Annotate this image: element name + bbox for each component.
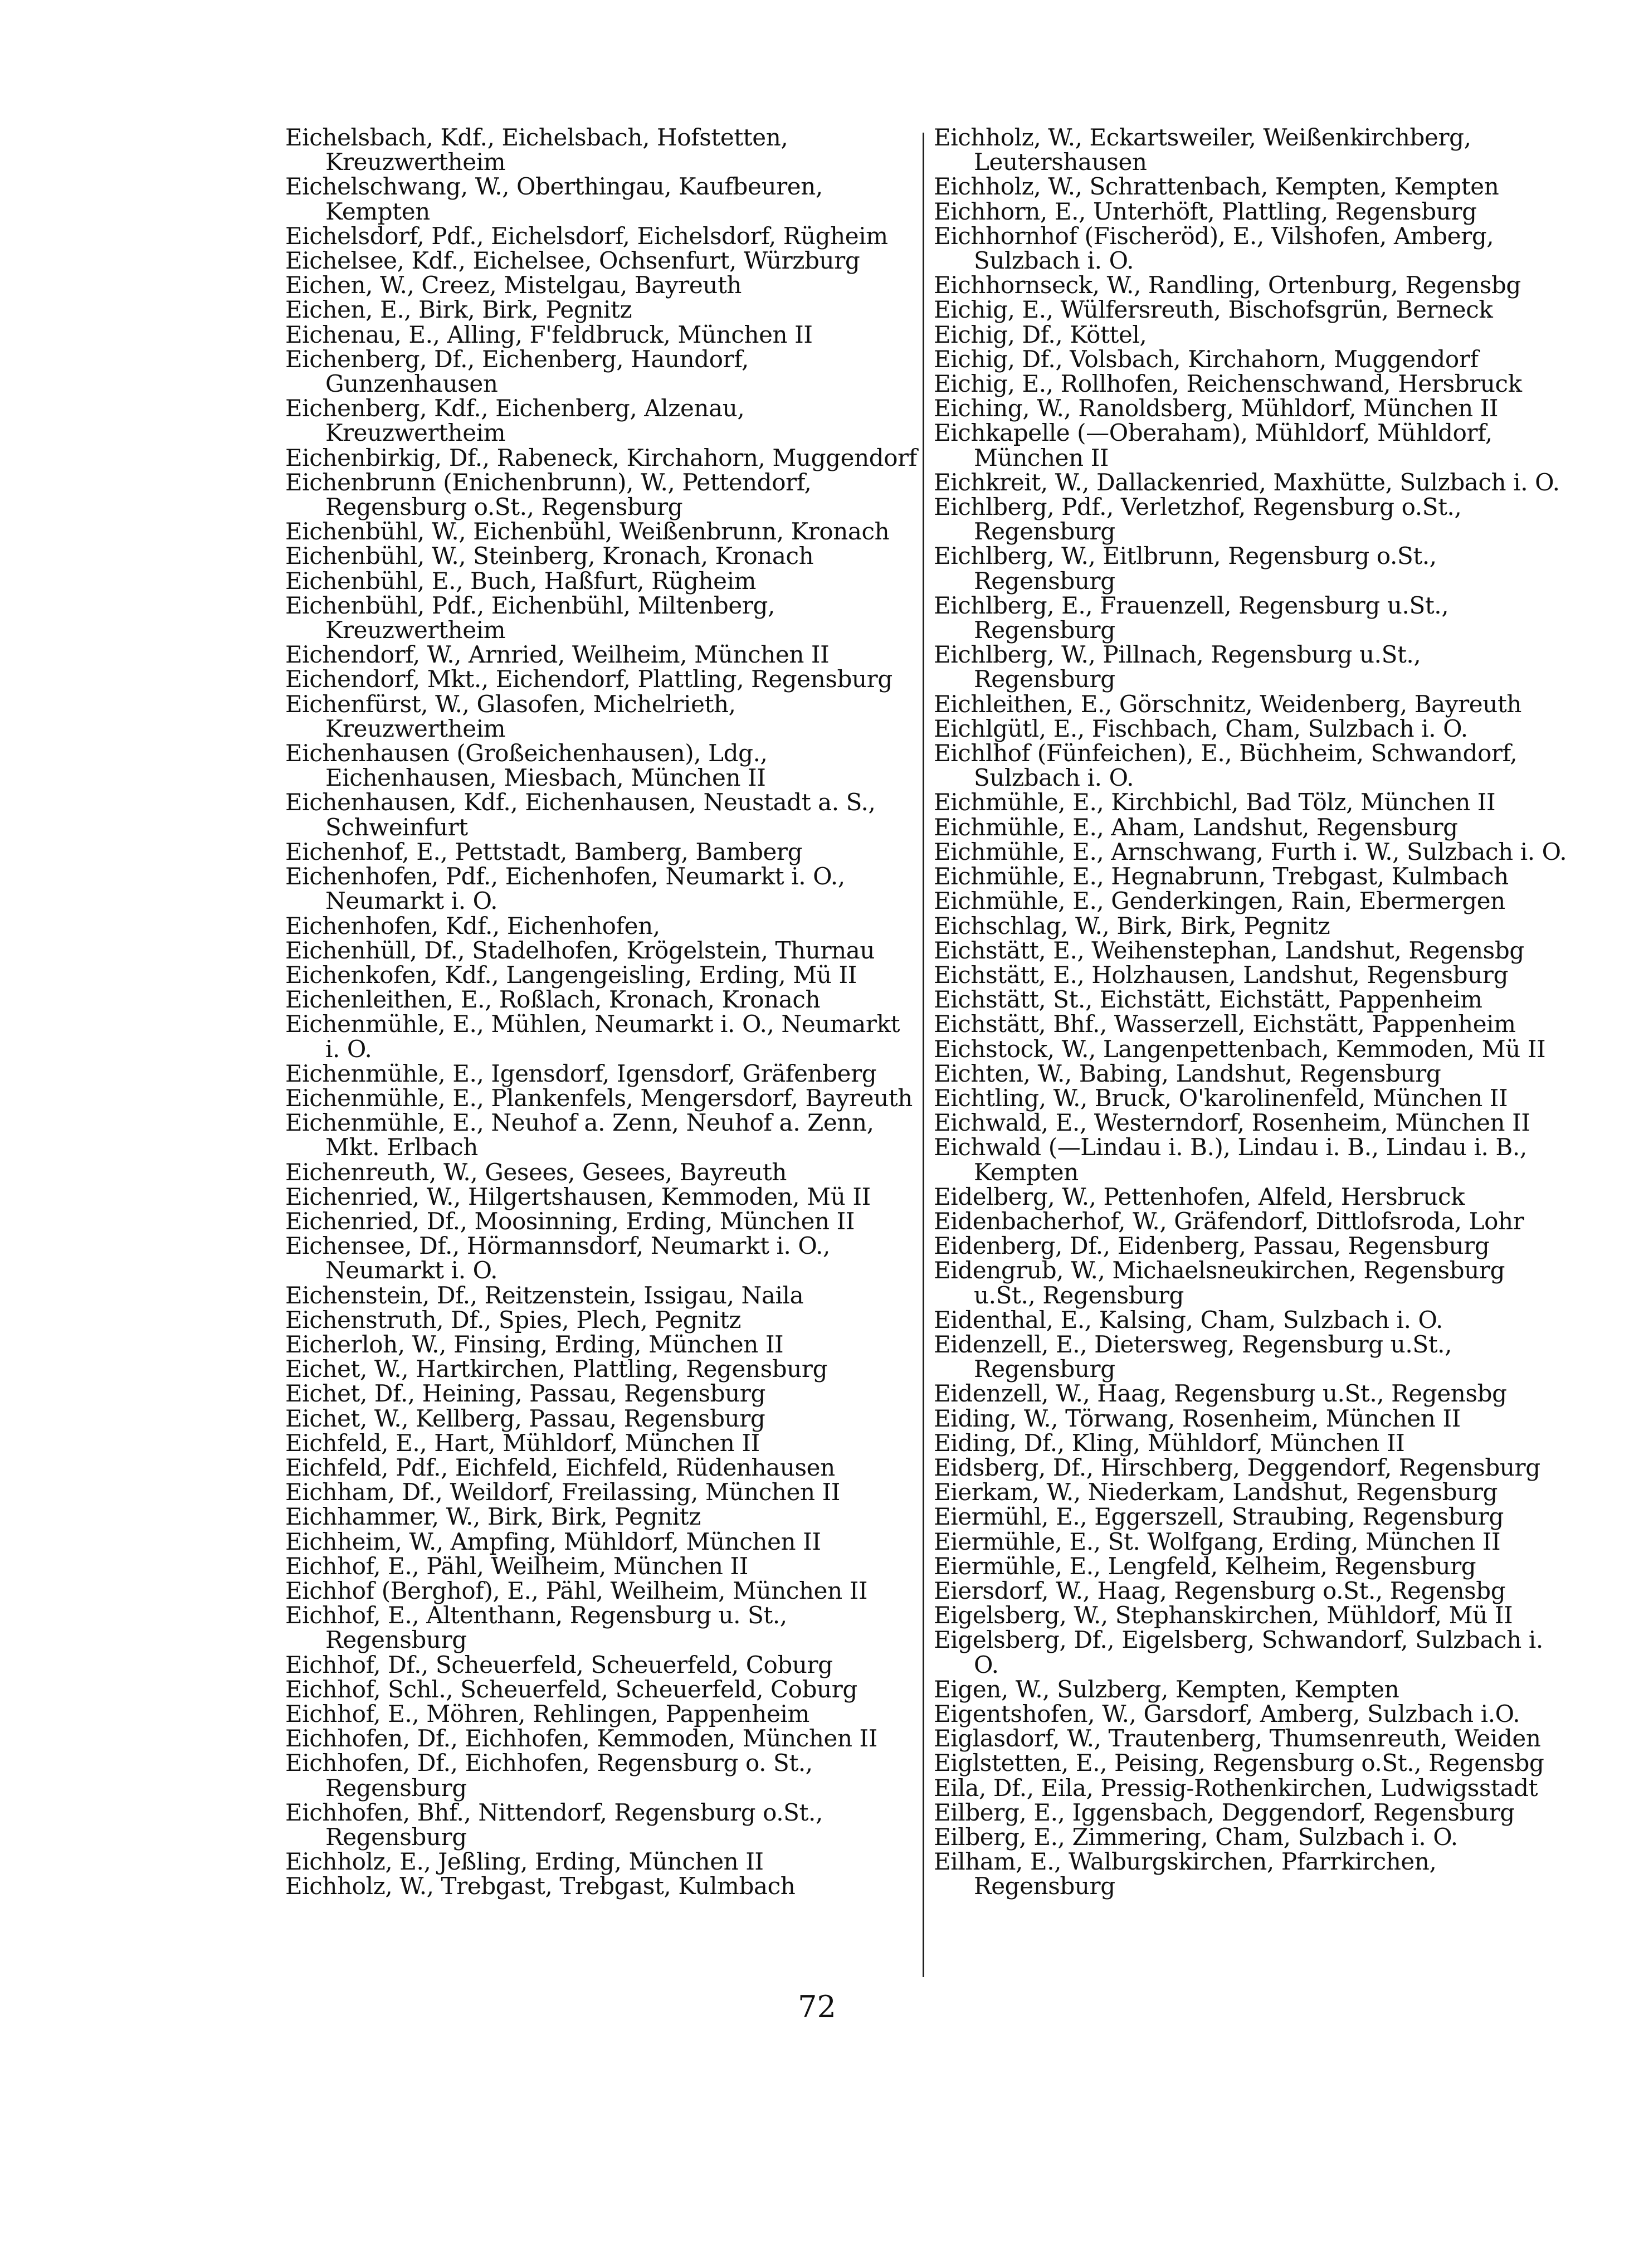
gazetteer-entry: Eichenhausen, Kdf., Eichenhausen, Neustadt a. S., Schweinfurt (285, 789, 876, 841)
gazetteer-entry: Eichlberg, W., Pillnach, Regensburg u.St., Regensburg (934, 641, 1421, 693)
gazetteer-entry: Eichwald (—Lindau i. B.), Lindau i. B., Lindau i. B., Kempten (934, 1133, 1527, 1186)
gazetteer-entry: Eiersdorf, W., Haag, Regensburg o.St., Regensbg (934, 1576, 1506, 1604)
gazetteer-entry: Eichensee, Df., Hörmannsdorf, Neumarkt i. O., Neumarkt i. O. (285, 1232, 830, 1284)
gazetteer-entry: Eichmühle, E., Aham, Landshut, Regensburg (934, 813, 1458, 841)
gazetteer-entry: Eichhofen, Df., Eichhofen, Regensburg o. St., Regensburg (285, 1749, 813, 1802)
gazetteer-entry: Eichholz, W., Schrattenbach, Kempten, Kempten (934, 173, 1499, 201)
gazetteer-entry: Eichhornhof (Fischeröd), E., Vilshofen, Amberg, Sulzbach i. O. (934, 222, 1494, 275)
gazetteer-entry: Eichwald, E., Westerndorf, Rosenheim, München II (934, 1109, 1530, 1137)
gazetteer-entry: Eidsberg, Df., Hirschberg, Deggendorf, Regensburg (934, 1453, 1540, 1481)
gazetteer-entry: Eilberg, E., Zimmering, Cham, Sulzbach i. O. (934, 1823, 1458, 1851)
gazetteer-entry: Eiding, W., Törwang, Rosenheim, München II (934, 1404, 1461, 1432)
gazetteer-entry: Eichenberg, Df., Eichenberg, Haundorf, Gunzenhausen (285, 345, 749, 398)
gazetteer-entry: Eichschlag, W., Birk, Birk, Pegnitz (934, 912, 1330, 940)
gazetteer-entry: Eichstätt, Bhf., Wasserzell, Eichstätt, Pappenheim (934, 1010, 1516, 1038)
gazetteer-entry: Eichenbühl, W., Eichenbühl, Weißenbrunn, Kronach (285, 518, 890, 546)
gazetteer-entry: Eichholz, W., Trebgast, Trebgast, Kulmbach (285, 1872, 796, 1900)
gazetteer-entry: Eila, Df., Eila, Pressig-Rothenkirchen, Ludwigsstadt (934, 1774, 1538, 1802)
gazetteer-entry: Eichten, W., Babing, Landshut, Regensburg (934, 1059, 1441, 1087)
gazetteer-entry: Eichenmühle, E., Mühlen, Neumarkt i. O., Neumarkt i. O. (285, 1010, 900, 1063)
gazetteer-entry: Eiching, W., Ranoldsberg, Mühldorf, München II (934, 395, 1499, 422)
gazetteer-entry: Eichmühle, E., Hegnabrunn, Trebgast, Kulmbach (934, 863, 1509, 890)
gazetteer-entry: Eichenstruth, Df., Spies, Plech, Pegnitz (285, 1306, 742, 1333)
gazetteer-entry: Eiding, Df., Kling, Mühldorf, München II (934, 1429, 1405, 1457)
gazetteer-entry: Eichlhof (Fünfeichen), E., Büchheim, Schwandorf, Sulzbach i. O. (934, 739, 1518, 792)
gazetteer-entry: Eichhof, Df., Scheuerfeld, Scheuerfeld, Coburg (285, 1651, 833, 1678)
gazetteer-entry: Eichstätt, E., Weihenstephan, Landshut, Regensbg (934, 936, 1524, 964)
gazetteer-entry: Eichham, Df., Weildorf, Freilassing, München II (285, 1478, 840, 1506)
gazetteer-entry: Eichet, Df., Heining, Passau, Regensburg (285, 1380, 765, 1408)
gazetteer-entry: Eidenzell, E., Dietersweg, Regensburg u.St., Regensburg (934, 1330, 1452, 1383)
gazetteer-entry: Eichenleithen, E., Roßlach, Kronach, Kronach (285, 986, 821, 1014)
gazetteer-entry: Eichmühle, E., Kirchbichl, Bad Tölz, München II (934, 789, 1496, 816)
gazetteer-entry: Eichlgütl, E., Fischbach, Cham, Sulzbach i. O. (934, 714, 1468, 742)
gazetteer-entry: Eichenbühl, Pdf., Eichenbühl, Miltenberg, Kreuzwertheim (285, 591, 775, 644)
gazetteer-entry: Eiglstetten, E., Peising, Regensburg o.St., Regensbg (934, 1749, 1544, 1777)
gazetteer-entry: Eichenbirkig, Df., Rabeneck, Kirchahorn, Muggendorf (285, 444, 917, 471)
gazetteer-entry: Eichenmühle, E., Neuhof a. Zenn, Neuhof a. Zenn, Mkt. Erlbach (285, 1109, 874, 1161)
right-column (934, 125, 1569, 1899)
gazetteer-entry: Eicherloh, W., Finsing, Erding, München II (285, 1330, 784, 1358)
gazetteer-entry: Eichendorf, Mkt., Eichendorf, Plattling, Regensburg (285, 665, 892, 693)
gazetteer-entry: Eichenbrunn (Enichenbrunn), W., Pettendorf, Regensburg o.St., Regensburg (285, 468, 812, 521)
gazetteer-entry: Eichenried, Df., Moosinning, Erding, München II (285, 1207, 855, 1235)
gazetteer-entry: Eichstätt, St., Eichstätt, Eichstätt, Pappenheim (934, 986, 1482, 1014)
gazetteer-entry: Eichenhausen (Großeichenhausen), Ldg., Eichenhausen, Miesbach, München II (285, 739, 768, 792)
gazetteer-entry: Eichenau, E., Alling, F'feldbruck, München II (285, 320, 813, 348)
page-number: 72 (798, 1989, 836, 2024)
gazetteer-entry: Eichenbühl, W., Steinberg, Kronach, Kronach (285, 542, 814, 570)
gazetteer-entry: Eichkapelle (—Oberaham), Mühldorf, Mühldorf, München II (934, 419, 1492, 471)
gazetteer-entry: Eichhof (Berghof), E., Pähl, Weilheim, München II (285, 1576, 868, 1604)
gazetteer-entry: Eiermühle, E., Lengfeld, Kelheim, Regensburg (934, 1552, 1476, 1580)
gazetteer-entry: Eichhof, Schl., Scheuerfeld, Scheuerfeld, Coburg (285, 1675, 857, 1703)
gazetteer-entry: Eierkam, W., Niederkam, Landshut, Regensburg (934, 1478, 1498, 1506)
gazetteer-entry: Eichelsbach, Kdf., Eichelsbach, Hofstetten, Kreuzwertheim (285, 124, 788, 176)
gazetteer-entry: Eichhofen, Bhf., Nittendorf, Regensburg o.St., Regensburg (285, 1798, 823, 1851)
gazetteer-entry: Eichenberg, Kdf., Eichenberg, Alzenau, Kreuzwertheim (285, 395, 745, 447)
gazetteer-entry: Eigelsberg, Df., Eigelsberg, Schwandorf, Sulzbach i. O. (934, 1626, 1543, 1678)
gazetteer-entry: Eichmühle, E., Genderkingen, Rain, Ebermergen (934, 887, 1505, 915)
gazetteer-entry: Eidenbacherhof, W., Gräfendorf, Dittlofsroda, Lohr (934, 1207, 1524, 1235)
gazetteer-entry: Eichholz, W., Eckartsweiler, Weißenkirchberg, Leutershausen (934, 124, 1471, 176)
gazetteer-entry: Eichkreit, W., Dallackenried, Maxhütte, Sulzbach i. O. (934, 468, 1560, 496)
gazetteer-entry: Eigentshofen, W., Garsdorf, Amberg, Sulzbach i.O. (934, 1700, 1520, 1727)
gazetteer-entry: Eichhofen, Df., Eichhofen, Kemmoden, München II (285, 1725, 877, 1753)
gazetteer-entry: Eichelsee, Kdf., Eichelsee, Ochsenfurt, Würzburg (285, 247, 860, 275)
gazetteer-entry: Eichenmühle, E., Igensdorf, Igensdorf, Gräfenberg (285, 1059, 877, 1087)
gazetteer-entry: Eidengrub, W., Michaelsneukirchen, Regensburg u.St., Regensburg (934, 1257, 1505, 1309)
gazetteer-entry: Eichheim, W., Ampfing, Mühldorf, München II (285, 1527, 821, 1555)
gazetteer-entry: Eichenhüll, Df., Stadelhofen, Krögelstein, Thurnau (285, 936, 875, 964)
gazetteer-entry: Eichleithen, E., Görschnitz, Weidenberg, Bayreuth (934, 690, 1522, 718)
gazetteer-entry: Eidenzell, W., Haag, Regensburg u.St., Regensbg (934, 1380, 1507, 1408)
gazetteer-entry: Eichenhof, E., Pettstadt, Bamberg, Bamberg (285, 838, 803, 865)
gazetteer-entry: Eichlberg, W., Eitlbrunn, Regensburg o.St., Regensburg (934, 542, 1437, 595)
gazetteer-entry: Eichig, E., Wülfersreuth, Bischofsgrün, Berneck (934, 296, 1493, 324)
gazetteer-entry: Eichenfürst, W., Glasofen, Michelrieth, Kreuzwertheim (285, 690, 736, 742)
gazetteer-entry: Eichhof, E., Pähl, Weilheim, München II (285, 1552, 748, 1580)
gazetteer-entry: Eiermühl, E., Eggerszell, Straubing, Regensburg (934, 1503, 1504, 1531)
gazetteer-entry: Eidenthal, E., Kalsing, Cham, Sulzbach i. O. (934, 1306, 1443, 1333)
gazetteer-entry: Eilberg, E., Iggensbach, Deggendorf, Regensburg (934, 1798, 1515, 1826)
gazetteer-entry: Eichen, W., Creez, Mistelgau, Bayreuth (285, 271, 742, 299)
gazetteer-entry: Eichenbühl, E., Buch, Haßfurt, Rügheim (285, 567, 757, 595)
gazetteer-entry: Eichen, E., Birk, Birk, Pegnitz (285, 296, 632, 324)
gazetteer-entry: Eichig, Df., Volsbach, Kirchahorn, Muggendorf (934, 345, 1479, 373)
gazetteer-entry: Eichenmühle, E., Plankenfels, Mengersdorf, Bayreuth (285, 1084, 913, 1112)
gazetteer-entry: Eichenreuth, W., Gesees, Gesees, Bayreuth (285, 1158, 787, 1186)
gazetteer-entry: Eigelsberg, W., Stephanskirchen, Mühldorf, Mü II (934, 1602, 1513, 1629)
gazetteer-entry: Eichelsdorf, Pdf., Eichelsdorf, Eichelsdorf, Rügheim (285, 222, 888, 250)
gazetteer-entry: Eidelberg, W., Pettenhofen, Alfeld, Hersbruck (934, 1182, 1465, 1210)
gazetteer-entry: Eichenried, W., Hilgertshausen, Kemmoden, Mü II (285, 1182, 871, 1210)
gazetteer-entry: Eichenhofen, Kdf., Eichenhofen, (285, 912, 660, 940)
gazetteer-entry: Eichhammer, W., Birk, Birk, Pegnitz (285, 1503, 701, 1531)
gazetteer-entry: Eichenhofen, Pdf., Eichenhofen, Neumarkt i. O., Neumarkt i. O. (285, 863, 845, 915)
gazetteer-entry: Eichfeld, Pdf., Eichfeld, Eichfeld, Rüdenhausen (285, 1453, 835, 1481)
gazetteer-entry: Eichfeld, E., Hart, Mühldorf, München II (285, 1429, 760, 1457)
gazetteer-entry: Eichmühle, E., Arnschwang, Furth i. W., Sulzbach i. O. (934, 838, 1567, 865)
gazetteer-entry: Eichet, W., Kellberg, Passau, Regensburg (285, 1404, 765, 1432)
gazetteer-entry: Eichtling, W., Bruck, O'karolinenfeld, München II (934, 1084, 1508, 1112)
gazetteer-entry: Eichhorn, E., Unterhöft, Plattling, Regensburg (934, 197, 1477, 225)
gazetteer-entry: Eichholz, E., Jeßling, Erding, München II (285, 1848, 764, 1876)
gazetteer-entry: Eichstätt, E., Holzhausen, Landshut, Regensburg (934, 961, 1509, 989)
column-divider (923, 133, 924, 1977)
gazetteer-entry: Eiglasdorf, W., Trautenberg, Thumsenreuth, Weiden (934, 1725, 1541, 1753)
gazetteer-entry: Eichstock, W., Langenpettenbach, Kemmoden, Mü II (934, 1035, 1546, 1063)
gazetteer-entry: Eichlberg, Pdf., Verletzhof, Regensburg o.St., Regensburg (934, 493, 1462, 546)
gazetteer-entry: Eigen, W., Sulzberg, Kempten, Kempten (934, 1675, 1399, 1703)
gazetteer-entry: Eichelschwang, W., Oberthingau, Kaufbeuren, Kempten (285, 173, 823, 225)
gazetteer-entry: Eiermühle, E., St. Wolfgang, Erding, München II (934, 1527, 1501, 1555)
gazetteer-entry: Eichendorf, W., Arnried, Weilheim, München II (285, 641, 830, 669)
gazetteer-entry: Eichhornseck, W., Randling, Ortenburg, Regensbg (934, 271, 1521, 299)
gazetteer-entry: Eichet, W., Hartkirchen, Plattling, Regensburg (285, 1355, 828, 1383)
gazetteer-entry: Eichenstein, Df., Reitzenstein, Issigau, Naila (285, 1281, 804, 1309)
gazetteer-entry: Eichig, E., Rollhofen, Reichenschwand, Hersbruck (934, 370, 1522, 398)
gazetteer-entry: Eichlberg, E., Frauenzell, Regensburg u.St., Regensburg (934, 591, 1449, 644)
gazetteer-entry: Eichhof, E., Möhren, Rehlingen, Pappenheim (285, 1700, 809, 1727)
gazetteer-entry: Eichhof, E., Altenthann, Regensburg u. St., Regensburg (285, 1602, 787, 1654)
gazetteer-entry: Eichig, Df., Köttel, (934, 320, 1147, 348)
gazetteer-entry: Eilham, E., Walburgskirchen, Pfarrkirchen, Regensburg (934, 1848, 1437, 1900)
left-column (285, 125, 920, 1899)
gazetteer-entry: Eidenberg, Df., Eidenberg, Passau, Regensburg (934, 1232, 1490, 1260)
gazetteer-entry: Eichenkofen, Kdf., Langengeisling, Erding, Mü II (285, 961, 857, 989)
